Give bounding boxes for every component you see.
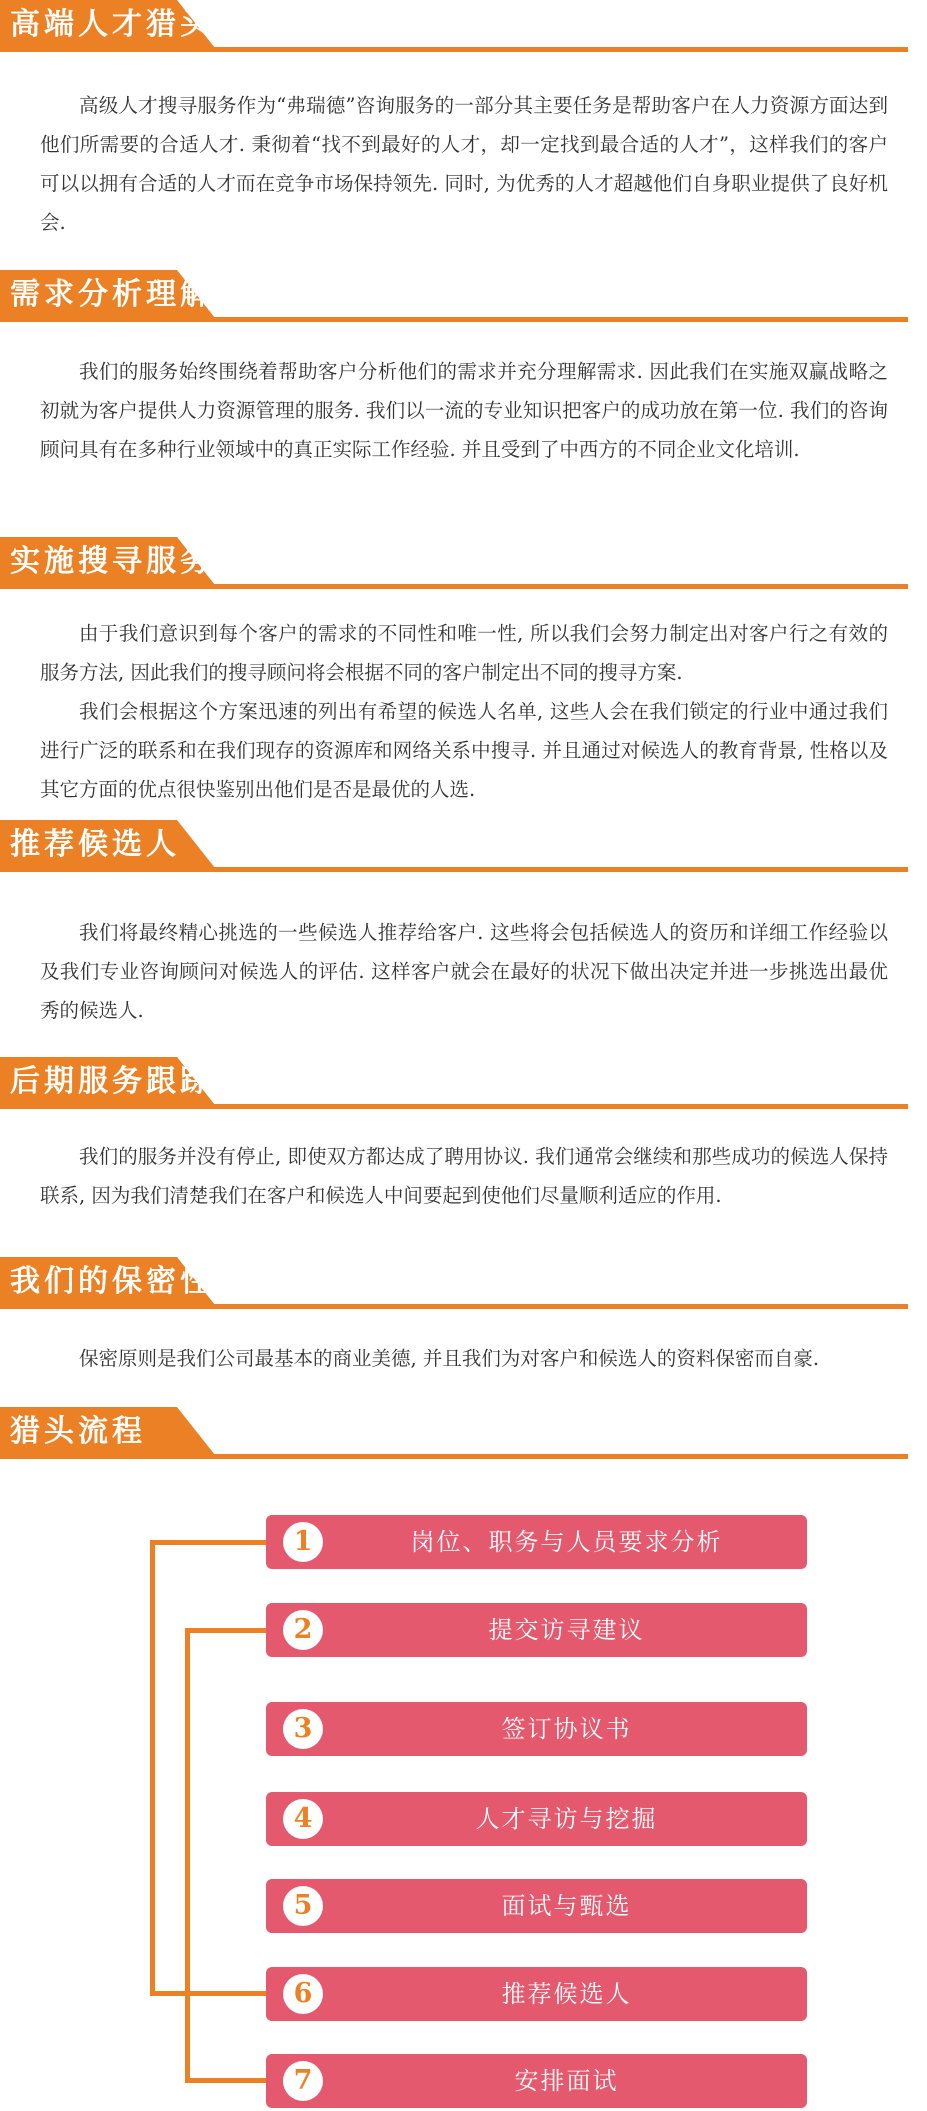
section-body xyxy=(40,1137,888,1215)
flow-connector-inner-bottom xyxy=(185,2078,268,2083)
step-number-badge: 6 xyxy=(283,1974,323,2014)
process-step-3 xyxy=(266,1702,807,1756)
paragraph: 我们将最终精心挑选的一些候选人推荐给客户. 这些将会包括候选人的资历和详细工作经验以及我们专业咨询顾问对候选人的评估. 这样客户就会在最好的状况下做出决定并进一步挑选出最优秀的候选人. xyxy=(40,921,888,1022)
step-number-badge: 4 xyxy=(283,1799,323,1839)
flow-connector-inner-vertical xyxy=(185,1628,190,2083)
section-header-confidentiality xyxy=(0,1257,927,1309)
step-label: 岗位、职务与人员要求分析 xyxy=(410,1528,723,1556)
paragraph: 高级人才搜寻服务作为“弗瑞德”咨询服务的一部分其主要任务是帮助客户在人力资源方面达到他们所需要的合适人才. 秉彻着“找不到最好的人才，却一定找到最合适的人才”，这样我们的客户可以以拥有合适的人才而在竞争市场保持领先. 同时, 为优秀的人才超越他们自身职业提供了良好机会. xyxy=(40,94,888,234)
paragraph: 由于我们意识到每个客户的需求的不同性和唯一性, 所以我们会努力制定出对客户行之有效的服务方法, 因此我们的搜寻顾问将会根据不同的客户制定出不同的搜寻方案. xyxy=(40,622,888,684)
step-number-badge: 2 xyxy=(283,1610,323,1650)
process-step-4 xyxy=(266,1792,807,1846)
section-body xyxy=(40,352,888,469)
paragraph: 我们会根据这个方案迅速的列出有希望的候选人名单, 这些人会在我们锁定的行业中通过我们进行广泛的联系和在我们现存的资源库和网络关系中搜寻. 并且通过对候选人的教育背景, 性格以及其它方面的优点很快鉴别出他们是否是最优的人选. xyxy=(40,700,888,801)
section-body xyxy=(40,86,888,242)
step-label: 签订协议书 xyxy=(501,1715,632,1743)
step-number-badge: 7 xyxy=(283,2061,323,2101)
flow-connector-outer-top xyxy=(150,1540,268,1545)
process-step-5 xyxy=(266,1879,807,1933)
step-label: 安排面试 xyxy=(514,2067,619,2095)
section-body xyxy=(40,614,888,809)
section-header-headhunting xyxy=(0,0,927,52)
section-header-recommend-candidates xyxy=(0,820,927,872)
step-label: 推荐候选人 xyxy=(501,1980,632,2008)
section-header-needs-analysis xyxy=(0,270,927,322)
section-title: 需求分析理解 xyxy=(10,277,214,312)
paragraph: 我们的服务并没有停止, 即使双方都达成了聘用协议. 我们通常会继续和那些成功的候选人保持联系, 因为我们清楚我们在客户和候选人中间要起到使他们尽量顺利适应的作用. xyxy=(40,1145,888,1207)
section-title: 猎头流程 xyxy=(10,1414,146,1449)
step-number-badge: 3 xyxy=(283,1709,323,1749)
paragraph: 保密原则是我们公司最基本的商业美德, 并且我们为对客户和候选人的资料保密而自豪. xyxy=(79,1347,820,1370)
section-title: 实施搜寻服务 xyxy=(10,544,214,579)
section-body xyxy=(40,913,888,1030)
process-step-7 xyxy=(266,2054,807,2108)
step-label: 人才寻访与挖掘 xyxy=(475,1805,658,1833)
process-step-1 xyxy=(266,1515,807,1569)
process-step-2 xyxy=(266,1603,807,1657)
step-label: 提交访寻建议 xyxy=(488,1616,645,1644)
section-body xyxy=(40,1339,888,1378)
flow-connector-outer-vertical xyxy=(150,1540,155,1996)
section-header-process xyxy=(0,1407,927,1459)
paragraph: 我们的服务始终围绕着帮助客户分析他们的需求并充分理解需求. 因此我们在实施双赢战略之初就为客户提供人力资源管理的服务. 我们以一流的专业知识把客户的成功放在第一位. 我们的咨询顾问具有在多种行业领域中的真正实际工作经验. 并且受到了中西方的不同企业文化培训. xyxy=(40,360,888,461)
flow-connector-inner-top xyxy=(185,1628,268,1633)
step-number-badge: 5 xyxy=(283,1886,323,1926)
step-label: 面试与甄选 xyxy=(501,1892,632,1920)
step-number-badge: 1 xyxy=(283,1522,323,1562)
flow-connector-outer-bottom xyxy=(150,1991,268,1996)
section-title: 后期服务跟踪 xyxy=(10,1064,214,1099)
section-title: 推荐候选人 xyxy=(10,827,180,862)
section-title: 我们的保密性 xyxy=(10,1264,214,1299)
section-header-follow-up xyxy=(0,1057,927,1109)
section-header-search-service xyxy=(0,537,927,589)
process-step-6 xyxy=(266,1967,807,2021)
section-title: 高端人才猎头 xyxy=(10,7,214,42)
